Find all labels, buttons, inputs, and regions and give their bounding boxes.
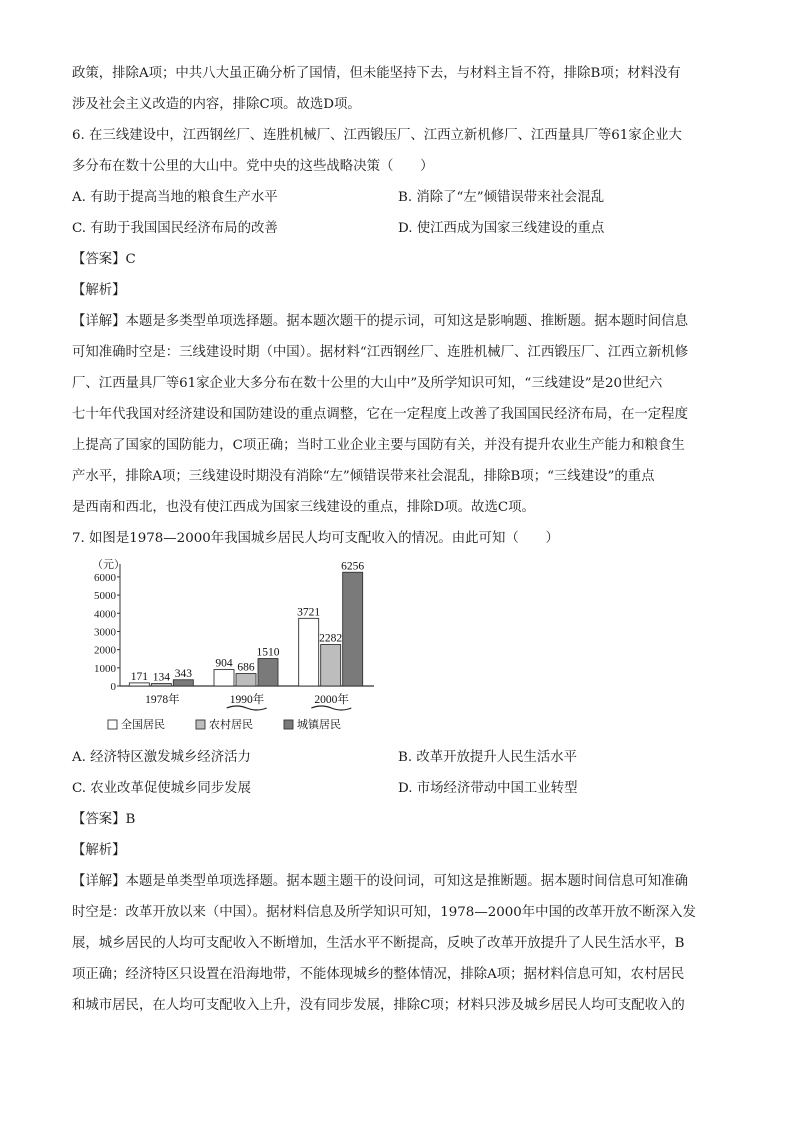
- bar-value-label: 343: [174, 667, 192, 680]
- wavy-underline-decoration: [311, 706, 351, 710]
- bar-value-label: 904: [215, 657, 233, 670]
- income-bar-chart: [72, 556, 402, 742]
- document-page: [72, 58, 724, 1021]
- y-tick-label: 6000: [94, 571, 116, 584]
- q6-detail-line: 产水平，排除A项；三线建设时期没有消除“左”倾错误带来社会混乱，排除B项；“三线建设”的重点: [72, 469, 655, 484]
- q6-detail-line: 【详解】本题是多类型单项选择题。据本题次题干的提示词，可知这是影响题、推断题。据本题时间信息: [72, 314, 688, 329]
- q7-detail-line: 展，城乡居民的人均可支配收入不断增加，生活水平不断提高，反映了改革开放提升了人民生活水平，B: [72, 936, 685, 951]
- q6-analysis-label: 【解析】: [72, 283, 126, 298]
- bar-value-label: 1510: [256, 646, 280, 659]
- legend-swatch: [196, 720, 205, 729]
- q6-option-b: B. 消除了“左”倾错误带来社会混乱: [398, 190, 605, 205]
- y-tick-label: 1000: [94, 662, 116, 675]
- q7-option-b: B. 改革开放提升人民生活水平: [398, 750, 578, 765]
- y-tick-label: 2000: [94, 644, 116, 657]
- q7-detail-line: 和城市居民，在人均可支配收入上升，没有同步发展，排除C项；材料只涉及城乡居民人均可支配收入的: [72, 998, 685, 1013]
- q7-option-a: A. 经济特区激发城乡经济活力: [72, 750, 251, 765]
- category-label: 2000年: [314, 694, 349, 706]
- q6-answer: 【答案】C: [72, 252, 136, 267]
- category-label: 1990年: [229, 694, 265, 706]
- q6-detail-line: 是西南和西北，也没有使江西成为国家三线建设的重点，排除D项。故选C项。: [72, 500, 535, 515]
- bar-1-0: [214, 670, 234, 686]
- q6-stem-line1: 6. 在三线建设中，江西钢丝厂、连胜机械厂、江西锻压厂、江西立新机修厂、江西量具厂等61家企业大: [72, 128, 682, 143]
- bar-value-label: 3721: [297, 606, 321, 619]
- y-tick-label: 4000: [94, 608, 116, 621]
- legend-swatch: [108, 720, 117, 729]
- q5-analysis-tail-line2: 涉及社会主义改造的内容，排除C项。故选D项。: [72, 97, 361, 112]
- bar-1-1: [236, 674, 256, 686]
- q7-detail-line: 项正确；经济特区只设置在沿海地带，不能体现城乡的整体情况，排除A项；据材料信息可知，农村居民: [72, 967, 685, 982]
- y-tick-label: 0: [110, 681, 116, 693]
- bar-value-label: 6256: [341, 560, 365, 573]
- q7-options: [72, 742, 724, 804]
- q6-detail-line: 七十年代我国对经济建设和国防建设的重点调整，它在一定程度上改善了我国国民经济布局，在一定程度: [72, 407, 688, 422]
- bar-value-label: 134: [152, 671, 170, 684]
- wavy-underline-decoration: [227, 706, 267, 710]
- q7-stem: 7. 如图是1978—2000年我国城乡居民人均可支配收入的情况。由此可知（ ）: [72, 531, 559, 546]
- bar-0-0: [129, 683, 149, 686]
- legend-label: 农村居民: [209, 719, 253, 731]
- bar-0-2: [173, 680, 193, 686]
- q6-detail-line: 厂、江西量具厂等61家企业大多分布在数十公里的大山中”及所学知识可知，“三线建设”是20世纪六: [72, 376, 663, 391]
- bar-2-2: [343, 572, 363, 686]
- q7-detail-line: 时空是：改革开放以来（中国）。据材料信息及所学知识可知，1978—2000年中国的改革开放不断深入发: [72, 905, 696, 920]
- q6-option-a: A. 有助于提高当地的粮食生产水平: [72, 190, 278, 205]
- q7-option-c: C. 农业改革促使城乡同步发展: [72, 781, 251, 796]
- q6-option-c: C. 有助于我国国民经济布局的改善: [72, 221, 278, 236]
- category-label: 1978年: [145, 694, 180, 706]
- y-tick-label: 5000: [94, 590, 116, 603]
- income-bar-chart-svg: [72, 556, 402, 742]
- bar-2-0: [299, 618, 319, 686]
- q6-option-d: D. 使江西成为国家三线建设的重点: [398, 221, 605, 236]
- legend-label: 全国居民: [121, 719, 165, 731]
- bar-value-label: 2282: [319, 632, 343, 645]
- bar-value-label: 686: [237, 661, 255, 674]
- q7-option-d: D. 市场经济带动中国工业转型: [398, 781, 578, 796]
- q7-answer: 【答案】B: [72, 812, 136, 827]
- y-tick-label: 3000: [94, 626, 116, 639]
- bar-2-1: [321, 645, 341, 686]
- bar-0-1: [151, 684, 171, 686]
- q7-detail-line: 【详解】本题是单类型单项选择题。据本题主题干的设问词，可知这是推断题。据本题时间信息可知准确: [72, 874, 688, 889]
- legend-swatch: [284, 720, 293, 729]
- q7-analysis-label: 【解析】: [72, 843, 126, 858]
- q6-options: [72, 182, 724, 244]
- y-axis-unit: （元）: [92, 559, 125, 571]
- q5-analysis-tail-line1: 政策，排除A项；中共八大虽正确分析了国情，但未能坚持下去，与材料主旨不符，排除B项；材料没有: [72, 66, 681, 81]
- q6-detail-line: 上提高了国家的国防能力，C项正确；当时工业企业主要与国防有关，并没有提升农业生产能力和粮食生: [72, 438, 685, 453]
- q6-stem-line2: 多分布在数十公里的大山中。党中央的这些战略决策（ ）: [72, 159, 434, 174]
- legend-label: 城镇居民: [297, 719, 341, 731]
- bar-1-2: [258, 659, 278, 686]
- bar-value-label: 171: [130, 670, 148, 683]
- q6-detail-line: 可知准确时空是：三线建设时期（中国）。据材料“江西钢丝厂、连胜机械厂、江西锻压厂、江西立新机修: [72, 345, 689, 360]
